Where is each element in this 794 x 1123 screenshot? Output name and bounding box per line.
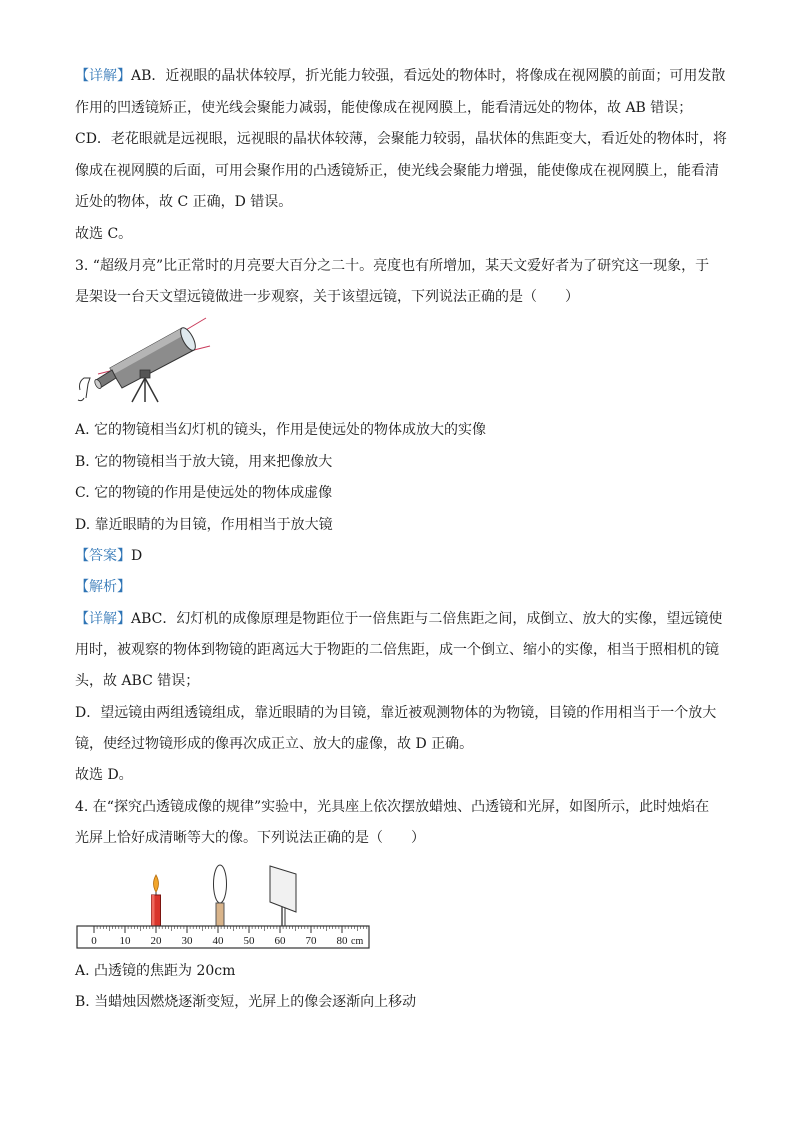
ruler-tick-label: 30 bbox=[181, 935, 193, 947]
q3-stem-line-2: 是架设一台天文望远镜做进一步观察，关于该望远镜，下列说法正确的是（ ） bbox=[75, 289, 579, 305]
q3-detail-line-5: 镜，使经过物镜形成的像再次成正立、放大的虚像，故 D 正确。 bbox=[75, 736, 474, 752]
ruler-tick-label: 20 bbox=[150, 935, 162, 947]
ruler-unit: cm bbox=[351, 936, 364, 947]
ruler-tick-label: 50 bbox=[243, 935, 255, 947]
q3-option-d: D. 靠近眼睛的为目镜，作用相当于放大镜 bbox=[75, 517, 333, 533]
q3-answer-line bbox=[75, 546, 725, 566]
light-screen bbox=[270, 866, 296, 926]
q3-answer: D bbox=[131, 548, 143, 564]
q2-detail-line-1 bbox=[75, 66, 725, 86]
ruler-tick-label: 70 bbox=[305, 935, 317, 947]
convex-lens bbox=[214, 865, 227, 926]
q3-option-b: B. 它的物镜相当于放大镜，用来把像放大 bbox=[75, 454, 333, 470]
q4-option-a: A. 凸透镜的焦距为 20cm bbox=[75, 963, 236, 979]
q4-stem-line-2: 光屏上恰好成清晰等大的像。下列说法正确的是（ ） bbox=[75, 830, 425, 846]
q2-conclusion: 故选 C。 bbox=[75, 226, 133, 242]
q3-option-a: A. 它的物镜相当幻灯机的镜头，作用是使远处的物体成放大的实像 bbox=[75, 422, 487, 438]
q2-detail-line-2: 作用的凹透镜矫正，使光线会聚能力减弱，能使像成在视网膜上，能看清远处的物体，故 AB 错误； bbox=[75, 100, 693, 116]
tripod-leg bbox=[145, 378, 158, 402]
ruler-tick-label: 80 bbox=[336, 935, 348, 947]
q3-detail-text: ABC．幻灯机的成像原理是物距位于一倍焦距与二倍焦距之间，成倒立、放大的实像，望远镜使 bbox=[131, 611, 723, 627]
ruler-tick-label: 0 bbox=[91, 935, 97, 947]
optical-bench-illustration bbox=[74, 862, 374, 954]
detail-tag: 【详解】 bbox=[75, 68, 131, 84]
q3-conclusion: 故选 D。 bbox=[75, 767, 133, 783]
q2-detail-line-4: 像成在视网膜的后面，可用会聚作用的凸透镜矫正，使光线会聚能力增强，能使像成在视网膜上，能看清 bbox=[75, 163, 719, 179]
answer-tag: 【答案】 bbox=[75, 548, 131, 564]
q4-option-b: B. 当蜡烛因燃烧逐渐变短，光屏上的像会逐渐向上移动 bbox=[75, 994, 417, 1010]
q2-detail-text: AB．近视眼的晶状体较厚，折光能力较强，看远处的物体时，将像成在视网膜的前面；可用发散 bbox=[131, 68, 726, 84]
ruler-tick-label: 10 bbox=[119, 935, 131, 947]
observer-face bbox=[80, 378, 91, 398]
q3-detail-line-4: D．望远镜由两组透镜组成，靠近眼睛的为目镜，靠近被观测物体的为物镜，目镜的作用相当于一个放大 bbox=[75, 705, 717, 721]
analysis-tag: 【解析】 bbox=[75, 579, 131, 595]
q2-detail-line-3: CD．老花眼就是远视眼，远视眼的晶状体较薄，会聚能力较弱，晶状体的焦距变大，看近处的物体时，将 bbox=[75, 131, 727, 147]
q4-stem-line-1: 4. 在“探究凸透镜成像的规律”实验中，光具座上依次摆放蜡烛、凸透镜和光屏，如图所示，此时烛焰在 bbox=[75, 799, 710, 815]
ruler-tick-label: 40 bbox=[212, 935, 224, 947]
q2-detail-line-5: 近处的物体，故 C 正确，D 错误。 bbox=[75, 194, 293, 210]
q3-option-c: C. 它的物镜的作用是使远处的物体成虚像 bbox=[75, 485, 333, 501]
ruler-labels bbox=[91, 935, 348, 947]
q3-detail-line-3: 头，故 ABC 错误； bbox=[75, 673, 200, 689]
detail-tag: 【详解】 bbox=[75, 611, 131, 627]
telescope-mount bbox=[140, 370, 150, 378]
ruler-tick-label: 60 bbox=[274, 935, 286, 947]
candle bbox=[152, 875, 161, 926]
q3-analysis-line bbox=[75, 577, 725, 597]
q3-detail-line-2: 用时，被观察的物体到物镜的距离远大于物距的二倍焦距，成一个倒立、缩小的实像，相当于照相机的镜 bbox=[75, 642, 719, 658]
q3-detail-line-1 bbox=[75, 609, 725, 629]
candle-flame bbox=[154, 875, 159, 892]
q3-stem-line-1: 3. “超级月亮”比正常时的月亮要大百分之二十。亮度也有所增加，某天文爱好者为了研究这一现象，于 bbox=[75, 258, 710, 274]
telescope-illustration bbox=[70, 312, 220, 404]
